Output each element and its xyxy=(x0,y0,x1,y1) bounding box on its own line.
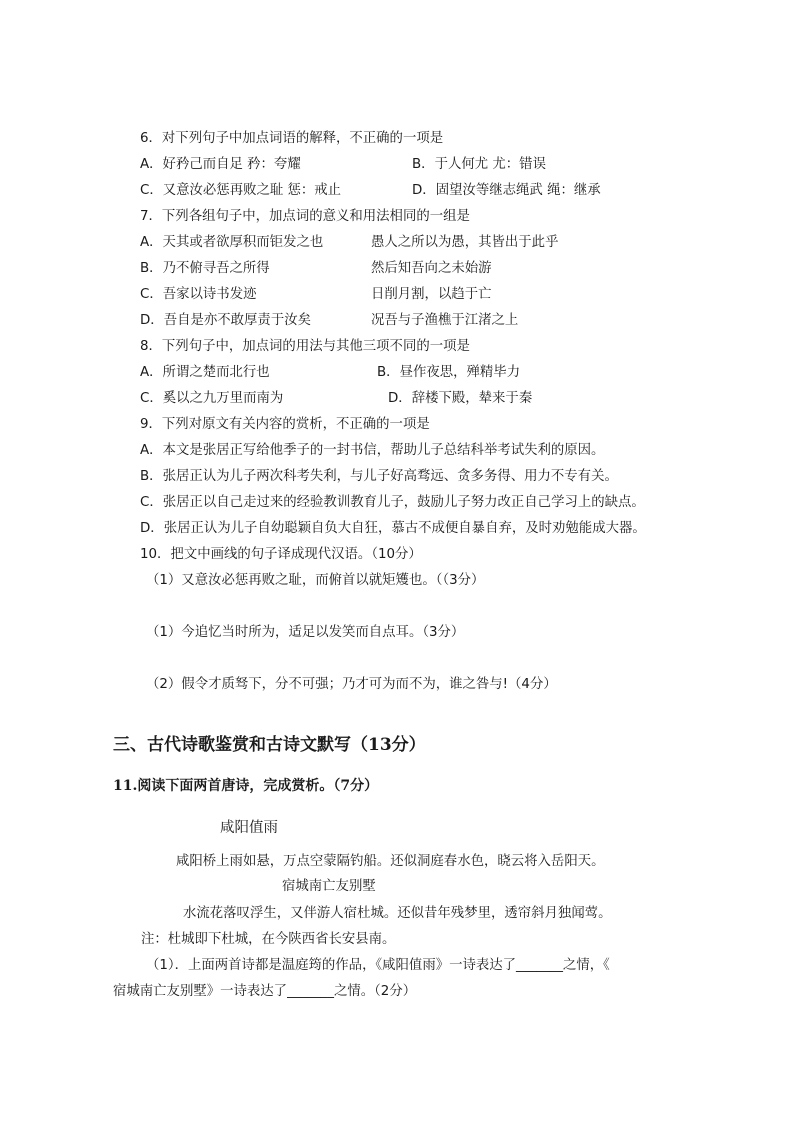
poem-2-title: 宿城南亡友别墅 xyxy=(282,879,376,894)
q9-option-b: B．张居正认为儿子两次科考失利，与儿子好高骛远、贪多务得、用力不专有关。 xyxy=(140,469,618,484)
q10-sentence-2: （1）今追忆当时所为，适足以发笑而自点耳。（3分） xyxy=(146,625,465,640)
q7-option-b-left: B．乃不俯寻吾之所得 xyxy=(140,261,270,276)
q9-option-c: C．张居正以自己走过来的经验教训教育儿子，鼓励儿子努力改正自己学习上的缺点。 xyxy=(140,495,645,510)
q10-sentence-1: （1）又意汝必惩再败之耻，而俯首以就矩矱也。（（3分） xyxy=(146,573,485,588)
q7-option-c-left: C．吾家以诗书发迹 xyxy=(140,287,257,302)
q11-sub1-line2: 宿城南亡友别墅》一诗表达了_______之情。（2分） xyxy=(113,984,417,999)
q6-option-a: A．好矜己而自足 矜：夸耀 xyxy=(140,157,301,172)
q10-stem: 10．把文中画线的句子译成现代汉语。（10分） xyxy=(140,547,422,562)
q6-option-c: C．又意汝必惩再败之耻 惩：戒止 xyxy=(140,183,342,198)
section-3-heading: 三、古代诗歌鉴赏和古诗文默写（13分） xyxy=(113,735,426,755)
q7-stem: 7．下列各组句子中，加点词的意义和用法相同的一组是 xyxy=(140,209,470,224)
q6-stem: 6．对下列句子中加点词语的解释，不正确的一项是 xyxy=(140,131,444,146)
q9-option-d: D．张居正认为儿子自幼聪颖自负大自狂，慕古不成便自暴自弃，及时劝勉能成大器。 xyxy=(140,521,646,536)
q9-option-a: A．本文是张居正写给他季子的一封书信，帮助儿子总结科举考试失利的原因。 xyxy=(140,443,605,458)
q8-option-d: D．辞楼下殿，辇来于秦 xyxy=(388,391,533,406)
q8-option-c: C．奚以之九万里而南为 xyxy=(140,391,284,406)
q11-sub1-line1: （1）．上面两首诗都是温庭筠的作品，《咸阳值雨》一诗表达了_______之情，《 xyxy=(146,958,610,973)
q7-option-b-right: 然后知吾向之未始游 xyxy=(371,261,492,276)
q9-stem: 9．下列对原文有关内容的赏析，不正确的一项是 xyxy=(140,417,430,432)
q7-option-d-left: D．吾自是亦不敢厚责于汝矣 xyxy=(140,313,311,328)
q7-option-d-right: 况吾与子渔樵于江渚之上 xyxy=(371,313,519,328)
q8-stem: 8．下列句子中，加点词的用法与其他三项不同的一项是 xyxy=(140,339,470,354)
q8-option-b: B．昼作夜思，殚精毕力 xyxy=(377,365,521,380)
q6-option-b: B．于人何尤 尤：错误 xyxy=(412,157,546,172)
q7-option-a-left: A．天其或者欲厚积而钜发之也 xyxy=(140,235,324,250)
q11-stem: 11.阅读下面两首唐诗，完成赏析。（7分） xyxy=(113,778,379,794)
q10-sentence-3: （2）假令才质驽下，分不可强；乃才可为而不为，谁之咎与!（4分） xyxy=(146,677,557,692)
poem-2-text: 水流花落叹浮生，又伴游人宿杜城。还似昔年残梦里，透帘斜月独闻莺。 xyxy=(183,906,612,921)
q6-option-d: D．固望汝等继志绳武 绳：继承 xyxy=(412,183,601,198)
q7-option-a-right: 愚人之所以为愚，其皆出于此乎 xyxy=(371,235,559,250)
poem-1-text: 咸阳桥上雨如悬，万点空蒙隔钓船。还似洞庭春水色，晓云将入岳阳天。 xyxy=(176,854,605,869)
q8-option-a: A．所谓之楚而北行也 xyxy=(140,365,270,380)
q7-option-c-right: 日削月割，以趋于亡 xyxy=(371,287,492,302)
poem-note: 注：杜城即下杜城，在今陕西省长安县南。 xyxy=(141,932,396,947)
poem-1-title: 咸阳值雨 xyxy=(220,820,278,836)
